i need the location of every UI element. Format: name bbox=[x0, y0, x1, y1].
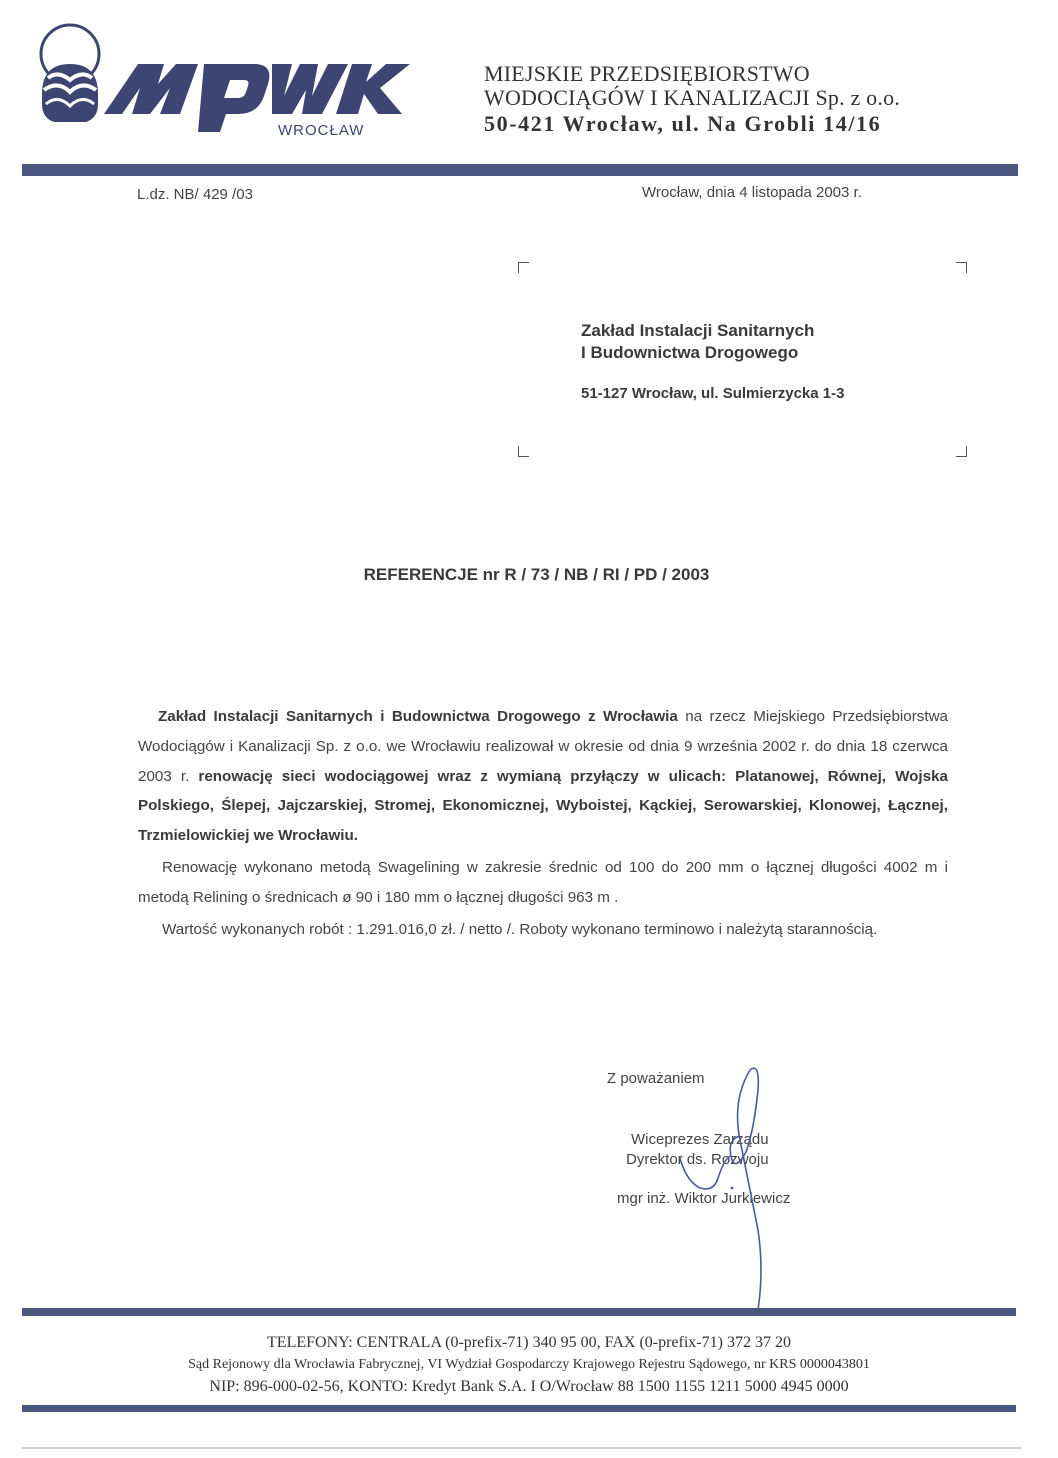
closing-salutation: Z poważaniem bbox=[607, 1070, 705, 1087]
org-name-line2: WODOCIĄGÓW I KANALIZACJI Sp. z o.o. bbox=[484, 85, 900, 110]
company-logo bbox=[30, 22, 430, 142]
footer bbox=[0, 1332, 1058, 1398]
mpwik-logo-icon bbox=[30, 22, 430, 142]
address-corner-mark bbox=[518, 446, 529, 457]
contractor-name: Zakład Instalacji Sanitarnych i Budownictwa Drogowego z Wrocławia bbox=[158, 708, 678, 725]
logo-city: WROCŁAW bbox=[278, 122, 365, 139]
page-edge-line bbox=[22, 1447, 1022, 1449]
recipient-name-line2: I Budownictwa Drogowego bbox=[581, 343, 799, 362]
footer-phones: TELEFONY: CENTRALA (0-prefix-71) 340 95 00, FAX (0-prefix-71) 372 37 20 bbox=[267, 1334, 791, 1351]
body-paragraph-2: Renowację wykonano metodą Swagelining w zakresie średnic od 100 do 200 mm o łącznej długości 4002 m i metodą Relining o średnicach ø 90 i 180 mm o łącznej długości 963 m . bbox=[138, 858, 948, 906]
scope-of-work: renowację sieci wodociągowej wraz z wymianą przyłączy w ulicach: Platanowej, Równej, Wojska Polskiego, Ślepej, Jajczarskiej, Stromej, Ekonomicznej, Wyboistej, Kąckiej, Serowarskiej, Klonowej, Łącznej, Trzmielowickiej we Wrocławiu. bbox=[138, 767, 948, 845]
address-corner-mark bbox=[956, 262, 967, 273]
reference-number: L.dz. NB/ 429 /03 bbox=[137, 186, 253, 203]
body-paragraph-1 bbox=[138, 702, 948, 851]
handwritten-signature-icon bbox=[680, 1060, 800, 1320]
recipient-name-line1: Zakład Instalacji Sanitarnych bbox=[581, 321, 815, 340]
recipient-address bbox=[581, 320, 844, 404]
body-paragraph-3: Wartość wykonanych robót : 1.291.016,0 zł. / netto /. Roboty wykonano terminowo i należytą starannością. bbox=[162, 920, 878, 938]
position-line2: Dyrektor ds. Rozwoju bbox=[626, 1151, 769, 1168]
place-date: Wrocław, dnia 4 listopada 2003 r. bbox=[642, 184, 862, 201]
org-name-line1: MIEJSKIE PRZEDSIĘBIORSTWO bbox=[484, 61, 810, 86]
body-text: na rzecz Miejskiego Przedsiębiorstwa Wodociągów i Kanalizacji Sp. z o.o. we Wrocławiu realizował w okresie od dnia 9 września 2002 r. do dnia 18 czerwca 2003 r. bbox=[138, 708, 948, 785]
header-divider bbox=[22, 164, 1018, 176]
position-line1: Wiceprezes Zarządu bbox=[630, 1131, 769, 1148]
document-title: REFERENCJE nr R / 73 / NB / RI / PD / 2003 bbox=[363, 565, 710, 584]
footer-divider-top bbox=[22, 1308, 1016, 1316]
org-address: 50-421 Wrocław, ul. Na Grobli 14/16 bbox=[484, 111, 882, 136]
footer-court-registration: Sąd Rejonowy dla Wrocławia Fabrycznej, VI Wydział Gospodarczy Krajowego Rejestru Sądowego, nr KRS 0000043801 bbox=[188, 1357, 870, 1372]
signatory-name: mgr inż. Wiktor Jurkiewicz bbox=[617, 1190, 791, 1207]
recipient-street-address: 51-127 Wrocław, ul. Sulmierzycka 1-3 bbox=[581, 385, 845, 402]
address-corner-mark bbox=[956, 446, 967, 457]
address-corner-mark bbox=[518, 262, 529, 273]
footer-divider-bottom bbox=[22, 1405, 1016, 1412]
organization-header bbox=[484, 62, 900, 138]
letter-body bbox=[138, 702, 948, 944]
footer-bank-details: NIP: 896-000-02-56, KONTO: Kredyt Bank S.A. I O/Wrocław 88 1500 1155 1211 5000 4945 0000 bbox=[209, 1378, 849, 1395]
